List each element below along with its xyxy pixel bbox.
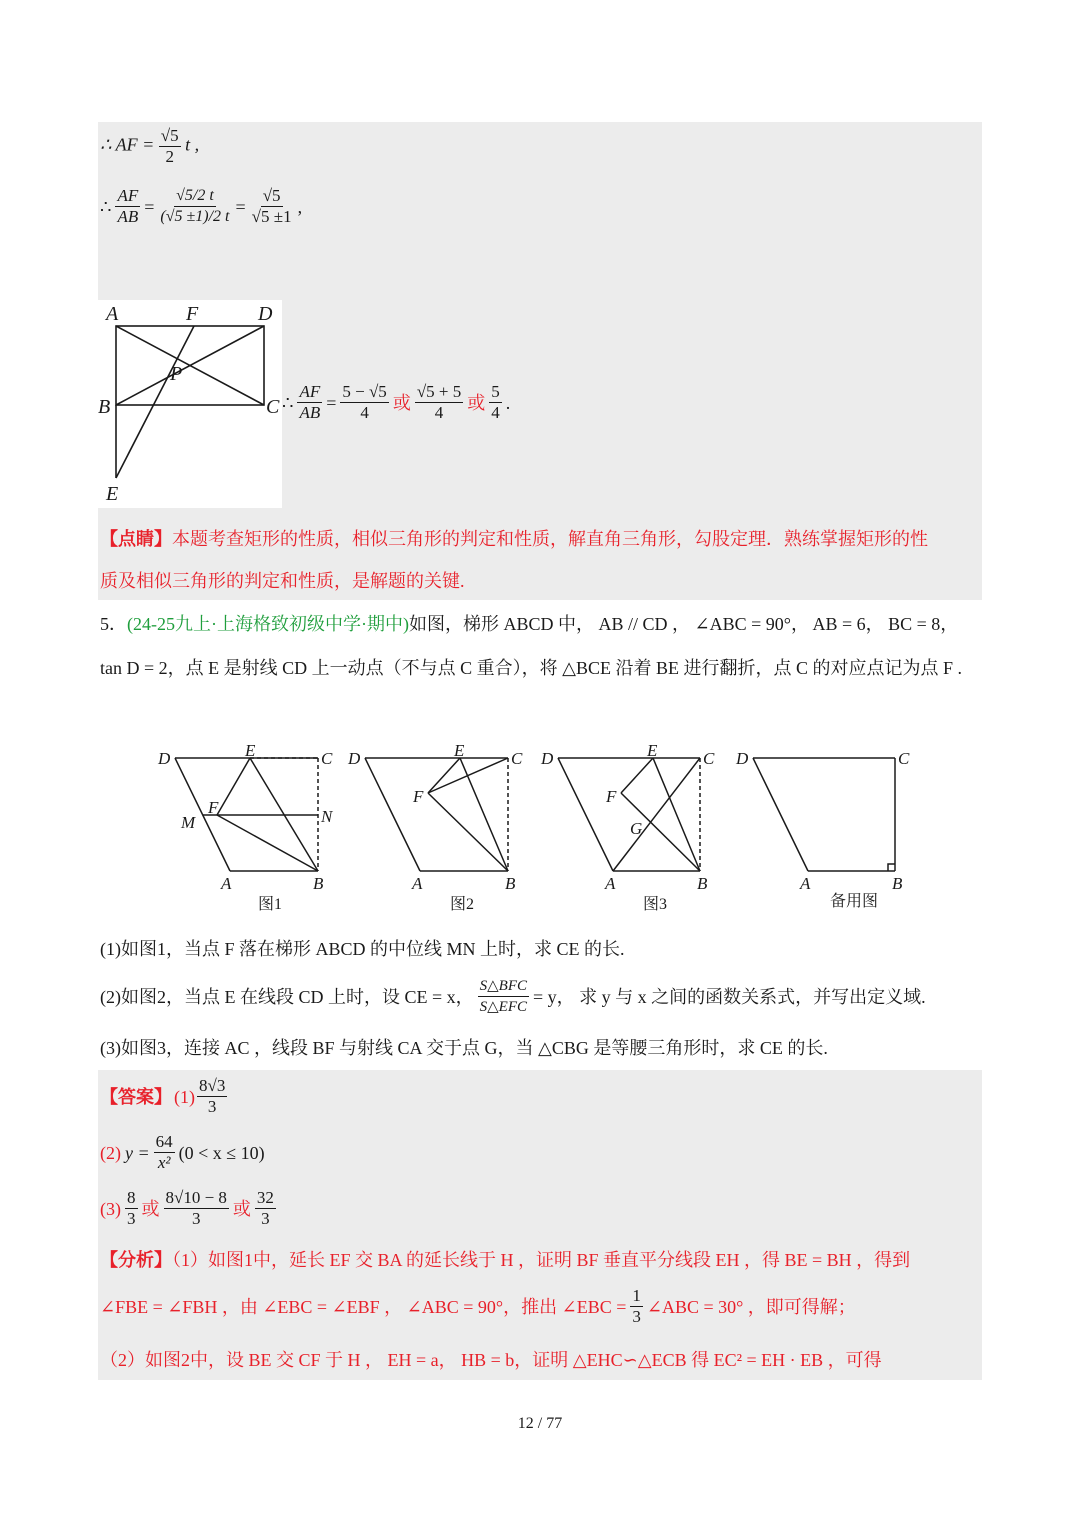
fig2-label-E: E	[454, 741, 465, 760]
caption-fig4: 备用图	[830, 893, 879, 910]
question-2: (2)如图2，当点 E 在线段 CD 上时，设 CE = x， $\frac{\text{S△BFC}}{\text{S△EFC}}$ = y， 求 y 与 x 之间的函数关系式，并写出定义域.	[100, 978, 926, 1015]
analysis-line2: ∠FBE = ∠FBH ，由 ∠EBC = ∠EBF ， ∠ABC = 90°，推出 ∠EBC = $\frac{1}{3}$ ∠ABC = 30° ，即可得解；	[100, 1286, 856, 1326]
caption-fig3: 图3	[643, 896, 668, 913]
fig1-label-M: M	[181, 813, 196, 832]
rectangle-figure	[98, 300, 282, 508]
fig2-label-B: B	[505, 874, 516, 893]
label-A: A	[106, 303, 119, 325]
line-af-equals: ∴ AF = $\frac{√5}{2}$ t ,	[100, 126, 200, 166]
caption-fig1: 图1	[258, 896, 283, 913]
conclusion-line: ∴ $\frac{AF}{AB}$ = $\frac{5 - √5}{4}$ 或 $\frac{√5 + 5}{4}$ 或 $\frac{5}{4}$ .	[282, 382, 511, 422]
fig1-label-D: D	[158, 749, 171, 768]
label-P: P	[170, 363, 183, 385]
figure-2	[365, 758, 508, 871]
fig4-label-C: C	[898, 749, 910, 768]
fig3-label-G: G	[630, 819, 643, 838]
fig1-label-F: F	[208, 798, 219, 817]
answer-3: (3) $\frac{8}{3}$ 或 $\frac{8√10 - 8}{3}$ 或 $\frac{32}{3}$	[100, 1188, 274, 1228]
fig2-label-F: F	[413, 787, 424, 806]
fig3-label-B: B	[697, 874, 708, 893]
fig3-label-F: F	[606, 787, 617, 806]
label-F: F	[186, 303, 199, 325]
fig3-label-C: C	[703, 749, 715, 768]
fig2-label-D: D	[348, 749, 361, 768]
analysis-line3: （2）如图2中，设 BE 交 CF 于 H ， EH = a， HB = b，证明 △EHC∽△ECB 得 EC² = EH · EB ，可得	[100, 1350, 882, 1370]
dianjing-line1: 【点睛】本题考查矩形的性质，相似三角形的判定和性质，解直角三角形，勾股定理．熟练掌握矩形的性	[100, 529, 928, 549]
answer-2: (2) y = $\frac{64}{\text{x²}}$ (0 < x ≤ 10)	[100, 1132, 265, 1172]
fig1-label-N: N	[321, 807, 333, 826]
fig2-label-C: C	[511, 749, 523, 768]
label-C: C	[266, 396, 280, 418]
answer-1: 【答案】 (1) $\frac{8√3}{3}$	[100, 1076, 226, 1116]
label-B: B	[98, 396, 111, 418]
question-1: (1)如图1，当点 F 落在梯形 ABCD 的中位线 MN 上时，求 CE 的长.	[100, 939, 625, 959]
figure-3	[558, 758, 700, 871]
fig4-label-D: D	[736, 749, 749, 768]
caption-fig2: 图2	[450, 896, 475, 913]
analysis-line1: 【分析】（1）如图1中，延长 EF 交 BA 的延长线于 H ，证明 BF 垂直平分线段 EH ，得 BE = BH ，得到	[100, 1250, 911, 1270]
fig4-label-B: B	[892, 874, 903, 893]
fig1-label-B: B	[313, 874, 324, 893]
question-3: (3)如图3，连接 AC ，线段 BF 与射线 CA 交于点 G，当 △CBG 是等腰三角形时，求 CE 的长.	[100, 1038, 828, 1058]
fig1-label-A: A	[221, 874, 232, 893]
fig3-label-D: D	[541, 749, 554, 768]
figure-1	[175, 758, 318, 871]
fig3-label-E: E	[647, 741, 658, 760]
page-number: 12 / 77	[517, 1415, 563, 1432]
fig1-label-C: C	[321, 749, 333, 768]
fig3-label-A: A	[605, 874, 616, 893]
line-af-ab-ratio: ∴ $\frac{AF}{AB}$ = $\frac{√5/2 t}{(√5 \pm 1)/2 t}$ = $\frac{√5}{√5 \pm 1}$ ,	[100, 186, 303, 226]
fig2-label-A: A	[412, 874, 423, 893]
fig1-label-E: E	[245, 741, 256, 760]
fig4-label-A: A	[800, 874, 811, 893]
trapezoid-figures	[150, 738, 930, 918]
label-E: E	[106, 483, 119, 505]
problem5-line2: tan D = 2，点 E 是射线 CD 上一动点（不与点 C 重合），将 △BCE 沿着 BE 进行翻折，点 C 的对应点记为点 F .	[100, 658, 963, 678]
problem5-line1: 5．(24-25九上·上海格致初级中学·期中)如图，梯形 ABCD 中， AB // CD ， ∠ABC = 90°， AB = 6， BC = 8，	[100, 614, 959, 634]
label-D: D	[258, 303, 273, 325]
figure-4	[753, 758, 895, 871]
dianjing-line2: 质及相似三角形的判定和性质，是解题的关键.	[100, 571, 465, 591]
